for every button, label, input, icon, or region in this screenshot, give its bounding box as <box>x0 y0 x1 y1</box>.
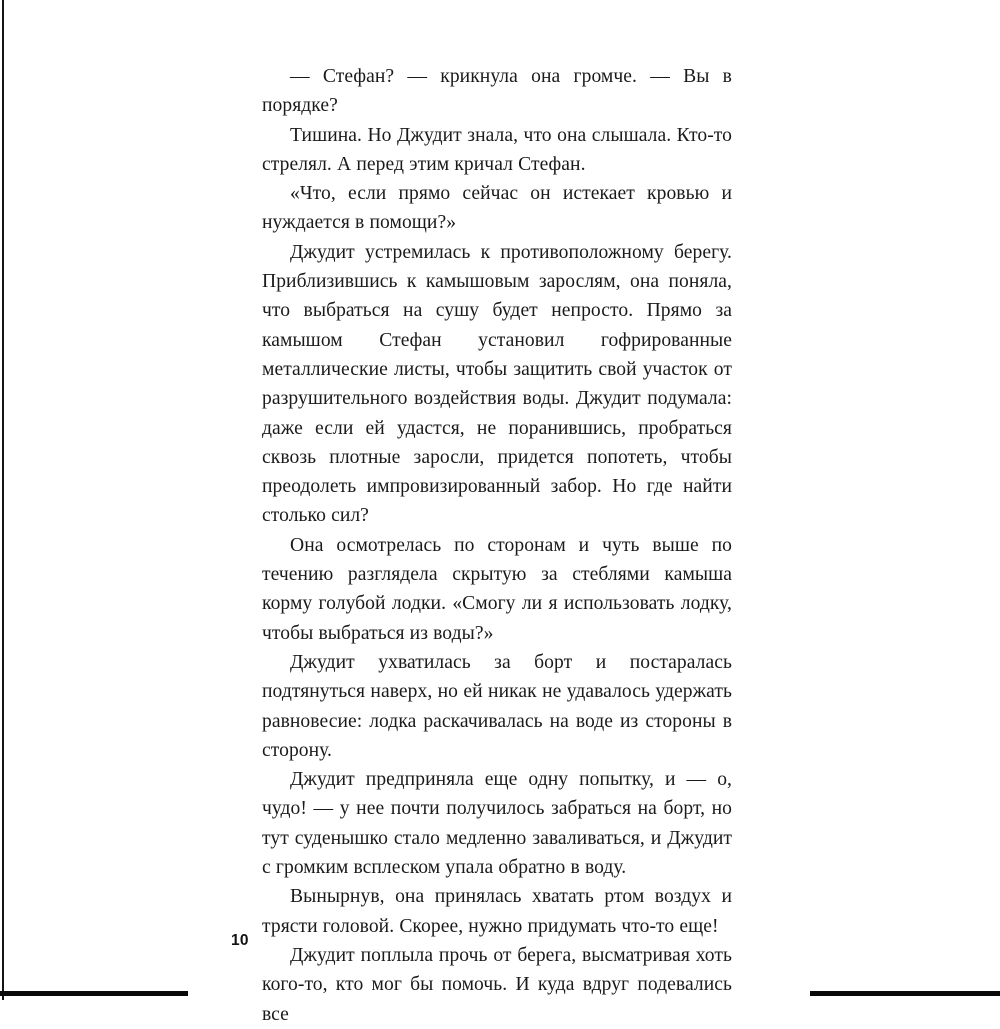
page-number: 10 <box>231 932 249 949</box>
paragraph: Вынырнув, она принялась хватать ртом воздух и трясти головой. Скорее, нужно придумать что-то еще! <box>262 886 732 937</box>
paragraph: Джудит ухватилась за борт и постаралась подтянуться наверх, но ей никак не удавалось удержать равновесие: лодка раскачивалась на воде из стороны в сторону. <box>262 651 732 761</box>
paragraph: Джудит устремилась к противоположному берегу. Приблизившись к камышовым зарослям, она поняла, что выбраться на сушу будет непросто. Прямо за камышом Стефан установил гофрированные металлические листы, чтобы защитить свой участок от разрушительного воздействия воды. Джудит подумала: даже если ей удастся, не поранившись, пробраться сквозь плотные заросли, придется попотеть, чтобы преодолеть импровизированный забор. Но где найти столько сил? <box>262 241 732 527</box>
scan-edge-bar-right <box>810 991 1000 996</box>
paragraph: Джудит предприняла еще одну попытку, и — о, чудо! — у нее почти получилось забраться на борт, но тут суденышко стало медленно заваливаться, и Джудит с громким всплеском упала обратно в воду. <box>262 769 732 879</box>
paragraph: Она осмотрелась по сторонам и чуть выше по течению разглядела скрытую за стеблями камыша корму голубой лодки. «Смогу ли я использовать лодку, чтобы выбраться из воды?» <box>262 534 732 644</box>
paragraph: «Что, если прямо сейчас он истекает кровью и нуждается в помощи?» <box>262 183 732 234</box>
paragraph: Тишина. Но Джудит знала, что она слышала. Кто-то стрелял. А перед этим кричал Стефан. <box>262 124 732 175</box>
scan-edge-bar-left <box>0 991 188 996</box>
paragraph: Джудит поплыла прочь от берега, высматривая хоть кого-то, кто мог бы помочь. И куда вдруг подевались все <box>262 944 732 1025</box>
page-gutter-line <box>2 0 4 1000</box>
body-text-column <box>262 62 732 1029</box>
paragraph: — Стефан? — крикнула она громче. — Вы в порядке? <box>262 66 732 117</box>
